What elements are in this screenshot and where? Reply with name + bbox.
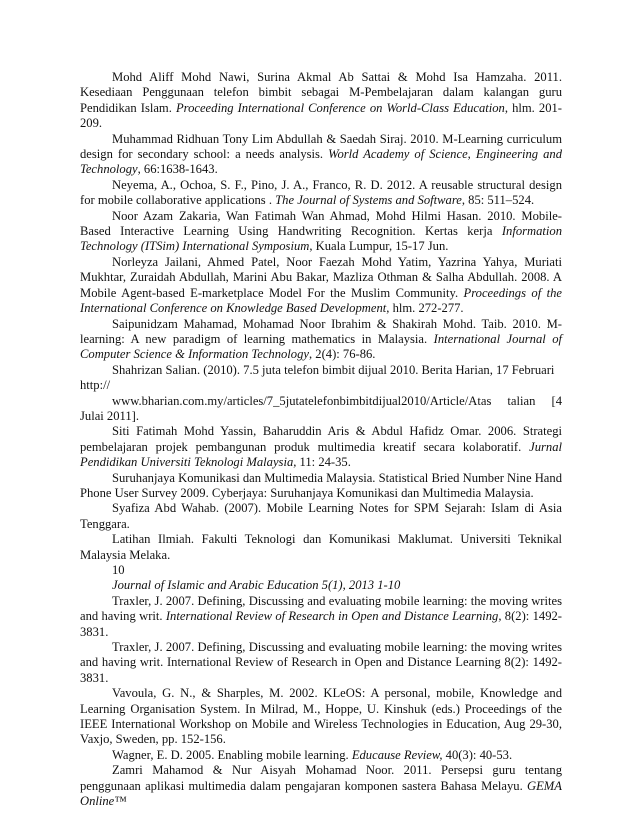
reference-text: , 66:1638-1643. — [137, 162, 218, 177]
reference-text: www.bharian.com.my/articles/7_5jutatelefonbimbitdijual2010/Article/Atas talian [4 Julai 2011]. — [80, 393, 562, 423]
reference-text: Norleyza Jailani, Ahmed Patel, Noor Faezah Mohd Yatim, Yazrina Yahya, Muriati Mukhtar, Zuraidah Abdullah, Marini Abu Bakar, Mazliza Othman & Salha Abdullah. 2008. A Mobile Agent-based E-marketplace Model For the Muslim Community. — [80, 254, 562, 300]
reference-source-title: GEMA Online™ — [80, 778, 562, 809]
reference-entry — [80, 363, 562, 394]
reference-text: Shahrizan Salian. (2010). 7.5 juta telefon bimbit dijual 2010. Berita Harian, 17 Februari http:// — [80, 362, 555, 393]
reference-source-title: Proceeding International Conference on World-Class Education — [175, 100, 505, 115]
reference-source-title: Educause Review, — [351, 747, 443, 762]
reference-entry — [80, 317, 562, 363]
reference-text: , hlm. 272-277. — [386, 301, 464, 316]
reference-text: Zamri Mahamod & Nur Aisyah Mohamad Noor. 2011. Persepsi guru tentang penggunaan aplikasi multimedia dalam pengajaran komponen sastera Bahasa Melayu. — [80, 763, 562, 793]
reference-text: Muhammad Ridhuan Tony Lim Abdullah & Saedah Siraj. 2010. M-Learning curriculum design for secondary school: a needs analysis. — [80, 131, 562, 162]
reference-text: Traxler, J. 2007. Defining, Discussing and evaluating mobile learning: the moving writes and having writ. — [80, 593, 562, 624]
reference-entry — [80, 501, 562, 532]
reference-text: 40(3): 40-53. — [442, 747, 513, 762]
reference-text: Latihan Ilmiah. Fakulti Teknologi dan Komunikasi Maklumat. Universiti Teknikal Malaysia Melaka. — [80, 532, 562, 562]
reference-entry — [80, 209, 562, 255]
reference-entry — [80, 424, 562, 470]
reference-entry — [80, 70, 562, 132]
reference-entry — [80, 255, 562, 317]
reference-source-title: Journal of Islamic and Arabic Education 5(1), 2013 1-10 — [112, 578, 401, 593]
reference-entry — [80, 686, 562, 748]
reference-source-title: Jurnal Pendidikan Universiti Teknologi Malaysia, — [80, 439, 562, 470]
reference-source-title: International Journal of Computer Science & Information Technology — [80, 331, 562, 362]
reference-text: Traxler, J. 2007. Defining, Discussing and evaluating mobile learning: the moving writes and having writ. International Review of Research in Open and Distance Learning 8(2): 1492-3831. — [80, 640, 562, 685]
reference-text: Vavoula, G. N., & Sharples, M. 2002. KLeOS: A personal, mobile, Knowledge and Learning Organisation System. In Milrad, M., Hoppe, U. Kinshuk (eds.) Proceedings of the IEEE International Workshop on Mobile and Wireless Technologies in Education, Aug 29-30, Vaxjo, Sweden, pp. 152-156. — [80, 686, 562, 747]
reference-text: Saipunidzam Mahamad, Mohamad Noor Ibrahim & Shakirah Mohd. Taib. 2010. M-learning: A new paradigm of learning mathematics in Malaysia. — [80, 316, 562, 346]
reference-entry — [80, 394, 562, 425]
reference-entry — [80, 578, 562, 593]
reference-text: , 85: 511–524. — [461, 193, 535, 208]
reference-text: , hlm. 201-209. — [80, 100, 562, 131]
reference-text: Wagner, E. D. 2005. Enabling mobile learning. — [112, 747, 352, 762]
reference-entry — [80, 563, 562, 578]
reference-text: Syafiza Abd Wahab. (2007). Mobile Learning Notes for SPM Sejarah: Islam di Asia Tenggara. — [80, 501, 562, 531]
reference-text: Noor Azam Zakaria, Wan Fatimah Wan Ahmad, Mohd Hilmi Hasan. 2010. Mobile-Based Interactive Learning Using Handwriting Recognition. Kertas kerja — [80, 208, 562, 239]
reference-text: , 2(4): 76-86. — [309, 347, 376, 362]
reference-entry — [80, 532, 562, 563]
reference-source-title: Proceedings of the International Conference on Knowledge Based Development — [80, 285, 563, 316]
reference-text: Siti Fatimah Mohd Yassin, Baharuddin Aris & Abdul Hafidz Omar. 2006. Strategi pembelajaran projek pembangunan produk multimedia kreatif secara kolaboratif. — [80, 424, 562, 454]
reference-entry — [80, 640, 562, 686]
reference-entry — [80, 763, 562, 809]
reference-entry — [80, 471, 562, 502]
reference-text: 10 — [112, 563, 125, 577]
reference-source-title: World Academy of Science, Engineering and Technology — [80, 147, 562, 177]
reference-text: Mohd Aliff Mohd Nawi, Surina Akmal Ab Sattai & Mohd Isa Hamzaha. 2011. Kesediaan Penggunaan telefon bimbit sebagai M-Pembelajaran dalam kalangan guru Pendidikan Islam. — [80, 70, 562, 115]
reference-source-title: Information Technology (ITSim) International Symposium — [80, 224, 562, 254]
reference-source-title: International Review of Research in Open and Distance Learning, — [165, 609, 502, 624]
reference-entry — [80, 132, 562, 178]
reference-list — [80, 70, 562, 810]
reference-entry — [80, 178, 562, 209]
reference-entry — [80, 594, 562, 640]
reference-text: Suruhanjaya Komunikasi dan Multimedia Malaysia. Statistical Bried Number Nine Hand Phone User Survey 2009. Cyberjaya: Suruhanjaya Komunikasi dan Multimedia Malaysia. — [80, 470, 562, 500]
reference-text: 11: 24-35. — [296, 455, 351, 470]
reference-entry — [80, 748, 562, 763]
reference-text: , Kuala Lumpur, 15-17 Jun. — [309, 239, 449, 254]
reference-source-title: The Journal of Systems and Software — [275, 193, 462, 208]
reference-text: Neyema, A., Ochoa, S. F., Pino, J. A., Franco, R. D. 2012. A reusable structural design for mobile collaborative applications . — [80, 177, 562, 208]
reference-text: 8(2): 1492-3831. — [80, 609, 562, 639]
